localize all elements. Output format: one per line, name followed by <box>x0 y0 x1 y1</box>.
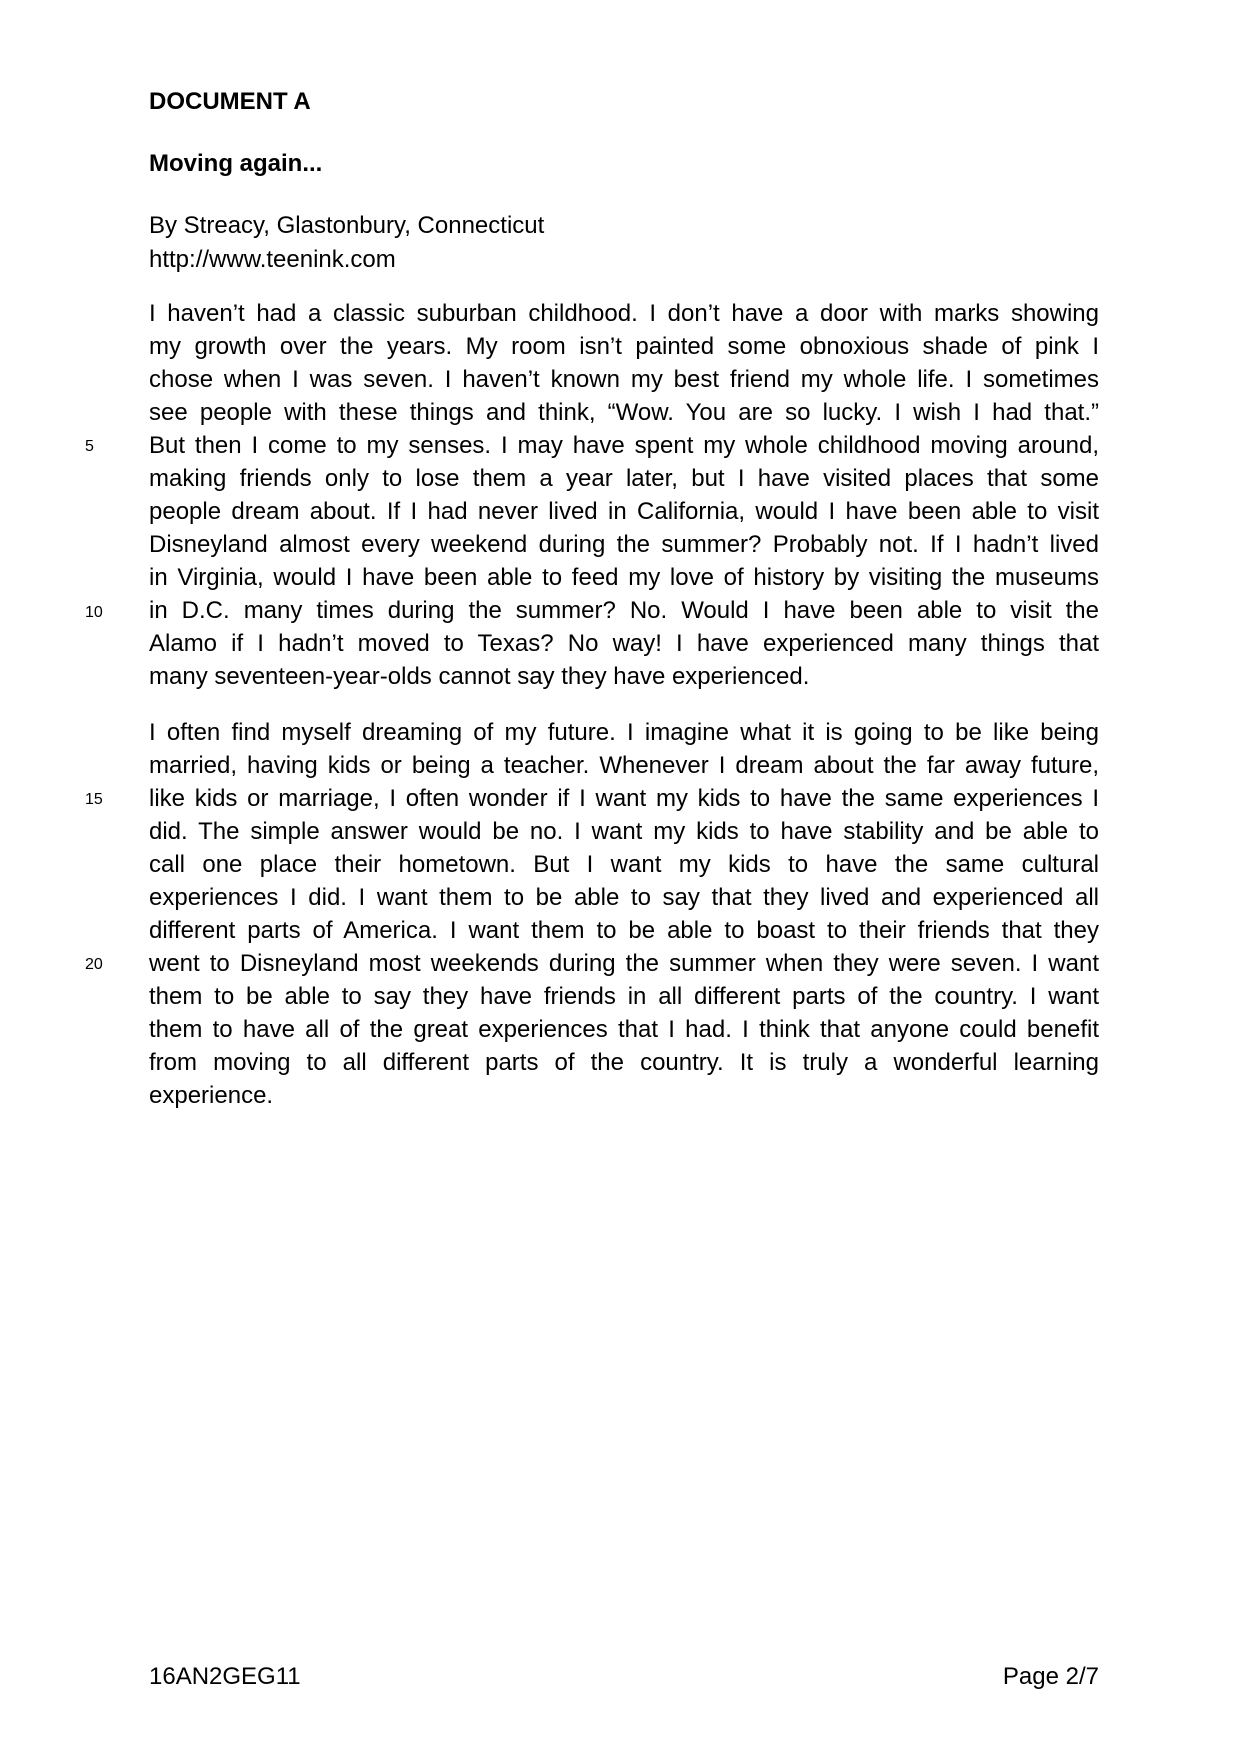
line-number-15: 15 <box>85 791 103 808</box>
document-title: Moving again... <box>149 150 323 177</box>
line-number-20: 20 <box>85 956 103 973</box>
text-line: like kids or marriage, I often wonder if I want my kids to have the same experiences I <box>149 785 1099 812</box>
author-byline: By Streacy, Glastonbury, Connecticut <box>149 212 545 239</box>
text-line: call one place their hometown. But I want my kids to have the same cultural <box>149 851 1099 878</box>
paragraph-1 <box>149 297 1099 693</box>
text-line: Disneyland almost every weekend during the summer? Probably not. If I hadn’t lived <box>149 531 1099 558</box>
text-line: went to Disneyland most weekends during the summer when they were seven. I want <box>149 950 1099 977</box>
footer-page-number: Page 2/7 <box>1002 1663 1099 1690</box>
source-url: http://www.teenink.com <box>149 246 396 273</box>
text-line: I often find myself dreaming of my future. I imagine what it is going to be like being <box>149 719 1099 746</box>
document-label: DOCUMENT A <box>149 88 311 115</box>
text-line: from moving to all different parts of the country. It is truly a wonderful learning <box>149 1049 1099 1076</box>
text-line: people dream about. If I had never lived in California, would I have been able to visit <box>149 498 1099 525</box>
text-line: different parts of America. I want them to be able to boast to their friends that they <box>149 917 1099 944</box>
line-number-5: 5 <box>85 438 94 455</box>
text-line: I haven’t had a classic suburban childhood. I don’t have a door with marks showing <box>149 300 1099 327</box>
text-line: see people with these things and think, “Wow. You are so lucky. I wish I had that.” <box>149 399 1099 426</box>
text-line: many seventeen-year-olds cannot say they have experienced. <box>149 663 810 690</box>
text-line: But then I come to my senses. I may have spent my whole childhood moving around, <box>149 432 1099 459</box>
text-line: making friends only to lose them a year later, but I have visited places that some <box>149 465 1099 492</box>
paragraph-2 <box>149 716 1099 1112</box>
text-line: experiences I did. I want them to be able to say that they lived and experienced all <box>149 884 1099 911</box>
text-line: my growth over the years. My room isn’t painted some obnoxious shade of pink I <box>149 333 1099 360</box>
text-line: them to be able to say they have friends in all different parts of the country. I want <box>149 983 1099 1010</box>
text-line: experience. <box>149 1082 274 1109</box>
text-line: chose when I was seven. I haven’t known my best friend my whole life. I sometimes <box>149 366 1099 393</box>
text-line: married, having kids or being a teacher. Whenever I dream about the far away future, <box>149 752 1099 779</box>
text-line: them to have all of the great experiences that I had. I think that anyone could benefit <box>149 1016 1099 1043</box>
line-number-10: 10 <box>85 604 103 621</box>
text-line: in D.C. many times during the summer? No. Would I have been able to visit the <box>149 597 1099 624</box>
text-line: in Virginia, would I have been able to feed my love of history by visiting the museums <box>149 564 1099 591</box>
text-line: Alamo if I hadn’t moved to Texas? No way! I have experienced many things that <box>149 630 1099 657</box>
text-line: did. The simple answer would be no. I want my kids to have stability and be able to <box>149 818 1099 845</box>
footer-document-code: 16AN2GEG11 <box>149 1663 301 1690</box>
